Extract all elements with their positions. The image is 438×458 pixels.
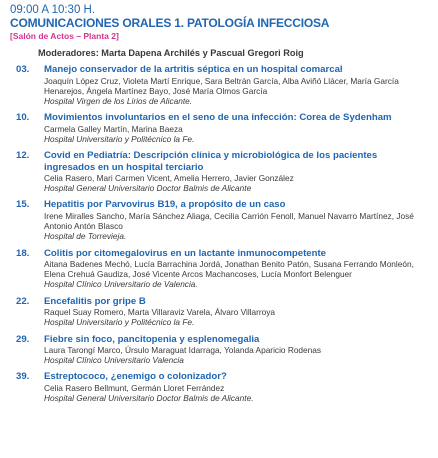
communication-item (16, 150, 430, 193)
communication-hospital: Hospital Universitario y Politécnico la Fe. (44, 317, 195, 328)
communication-authors: Laura Tarongí Marco, Úrsulo Maraguat Idarraga, Yolanda Aparicio Rodenas (44, 345, 322, 356)
communication-number: 15. (16, 199, 30, 211)
communication-title: Manejo conservador de la artritis séptica en un hospital comarcal (44, 64, 343, 75)
communication-hospital: Hospital Clínico Universitario de Valencia. (44, 279, 198, 290)
communication-title: Movimientos involuntarios en el seno de una infección: Corea de Sydenham (44, 112, 392, 124)
communication-item (16, 371, 430, 403)
communication-item (16, 64, 430, 106)
communication-number: 22. (16, 295, 30, 307)
communication-authors: Celia Rasero Bellmunt, Germán Lloret Ferrández (44, 382, 225, 393)
communication-authors: Aitana Badenes Mechó, Lucía Barrachina Jordá, Jonathan Benito Patón, Susana Ferrando Monleón, Elena Crehuá Gaudiza, José Vicente Arcos Machancoses, Lucía Monfort Belenguer (44, 259, 414, 280)
communication-hospital: Hospital General Universitario Doctor Balmis de Alicante (44, 183, 252, 194)
communication-item (16, 296, 430, 328)
communication-number: 03. (16, 64, 30, 75)
communication-title: Estreptococo, ¿enemigo o colonizador? (44, 371, 227, 383)
session-moderators: Moderadores: Marta Dapena Archilés y Pascual Gregori Roig (38, 48, 304, 58)
session-location: [Salón de Actos – Planta 2] (10, 31, 119, 41)
communication-item (16, 112, 430, 144)
communication-title: Colitis por citomegalovirus en un lactante inmunocompetente (44, 247, 326, 259)
communication-number: 12. (16, 150, 30, 162)
communication-item (16, 248, 430, 290)
communication-title: Covid en Pediatría: Descripción clínica y microbiológica de los pacientes ingresados en un hospital terciario (44, 150, 378, 173)
communication-hospital: Hospital Clínico Universitario Valencia (44, 355, 184, 366)
communication-item (16, 199, 430, 241)
communication-number: 39. (16, 371, 30, 383)
communication-hospital: Hospital Universitario y Politécnico la Fe. (44, 133, 195, 144)
communication-title: Fiebre sin foco, pancitopenia y esplenomegalia (44, 333, 260, 345)
communication-authors: Celia Rasero, Mari Carmen Vicent, Amelia Herrero, Javier González (44, 173, 294, 184)
communication-authors: Carmela Galley Martín, Marina Baeza (44, 123, 183, 134)
communication-title: Encefalitis por gripe B (44, 295, 146, 307)
communication-authors: Joaquín López Cruz, Violeta Martí Enrique, Sara Beltrán García, Alba Aviñó Llácer, María García Henarejos, Ángela Martínez Bayo, José María Olmos García (44, 75, 399, 96)
communication-authors: Irene Miralles Sancho, María Sánchez Aliaga, Cecilia Carrión Fenoll, Manuel Navarro Martínez, José Antonio Antón Blasco (44, 210, 414, 232)
communication-item (16, 334, 430, 366)
session-title: COMUNICACIONES ORALES 1. PATOLOGÍA INFECCIOSA (10, 16, 330, 30)
communication-number: 29. (16, 333, 30, 345)
communication-hospital: Hospital de Torrevieja. (44, 231, 127, 242)
communication-authors: Raquel Suay Romero, Marta Villaraviz Varela, Álvaro Villarroya (44, 307, 276, 318)
communication-title: Hepatitis por Parvovirus B19, a propósito de un caso (44, 199, 286, 211)
session-time: 09:00 A 10:30 H. (10, 4, 96, 16)
communication-number: 10. (16, 112, 30, 124)
communication-number: 18. (16, 247, 30, 259)
communication-hospital: Hospital Virgen de los Lirios de Alicante. (44, 95, 193, 106)
communication-hospital: Hospital General Universitario Doctor Balmis de Alicante. (44, 393, 254, 404)
